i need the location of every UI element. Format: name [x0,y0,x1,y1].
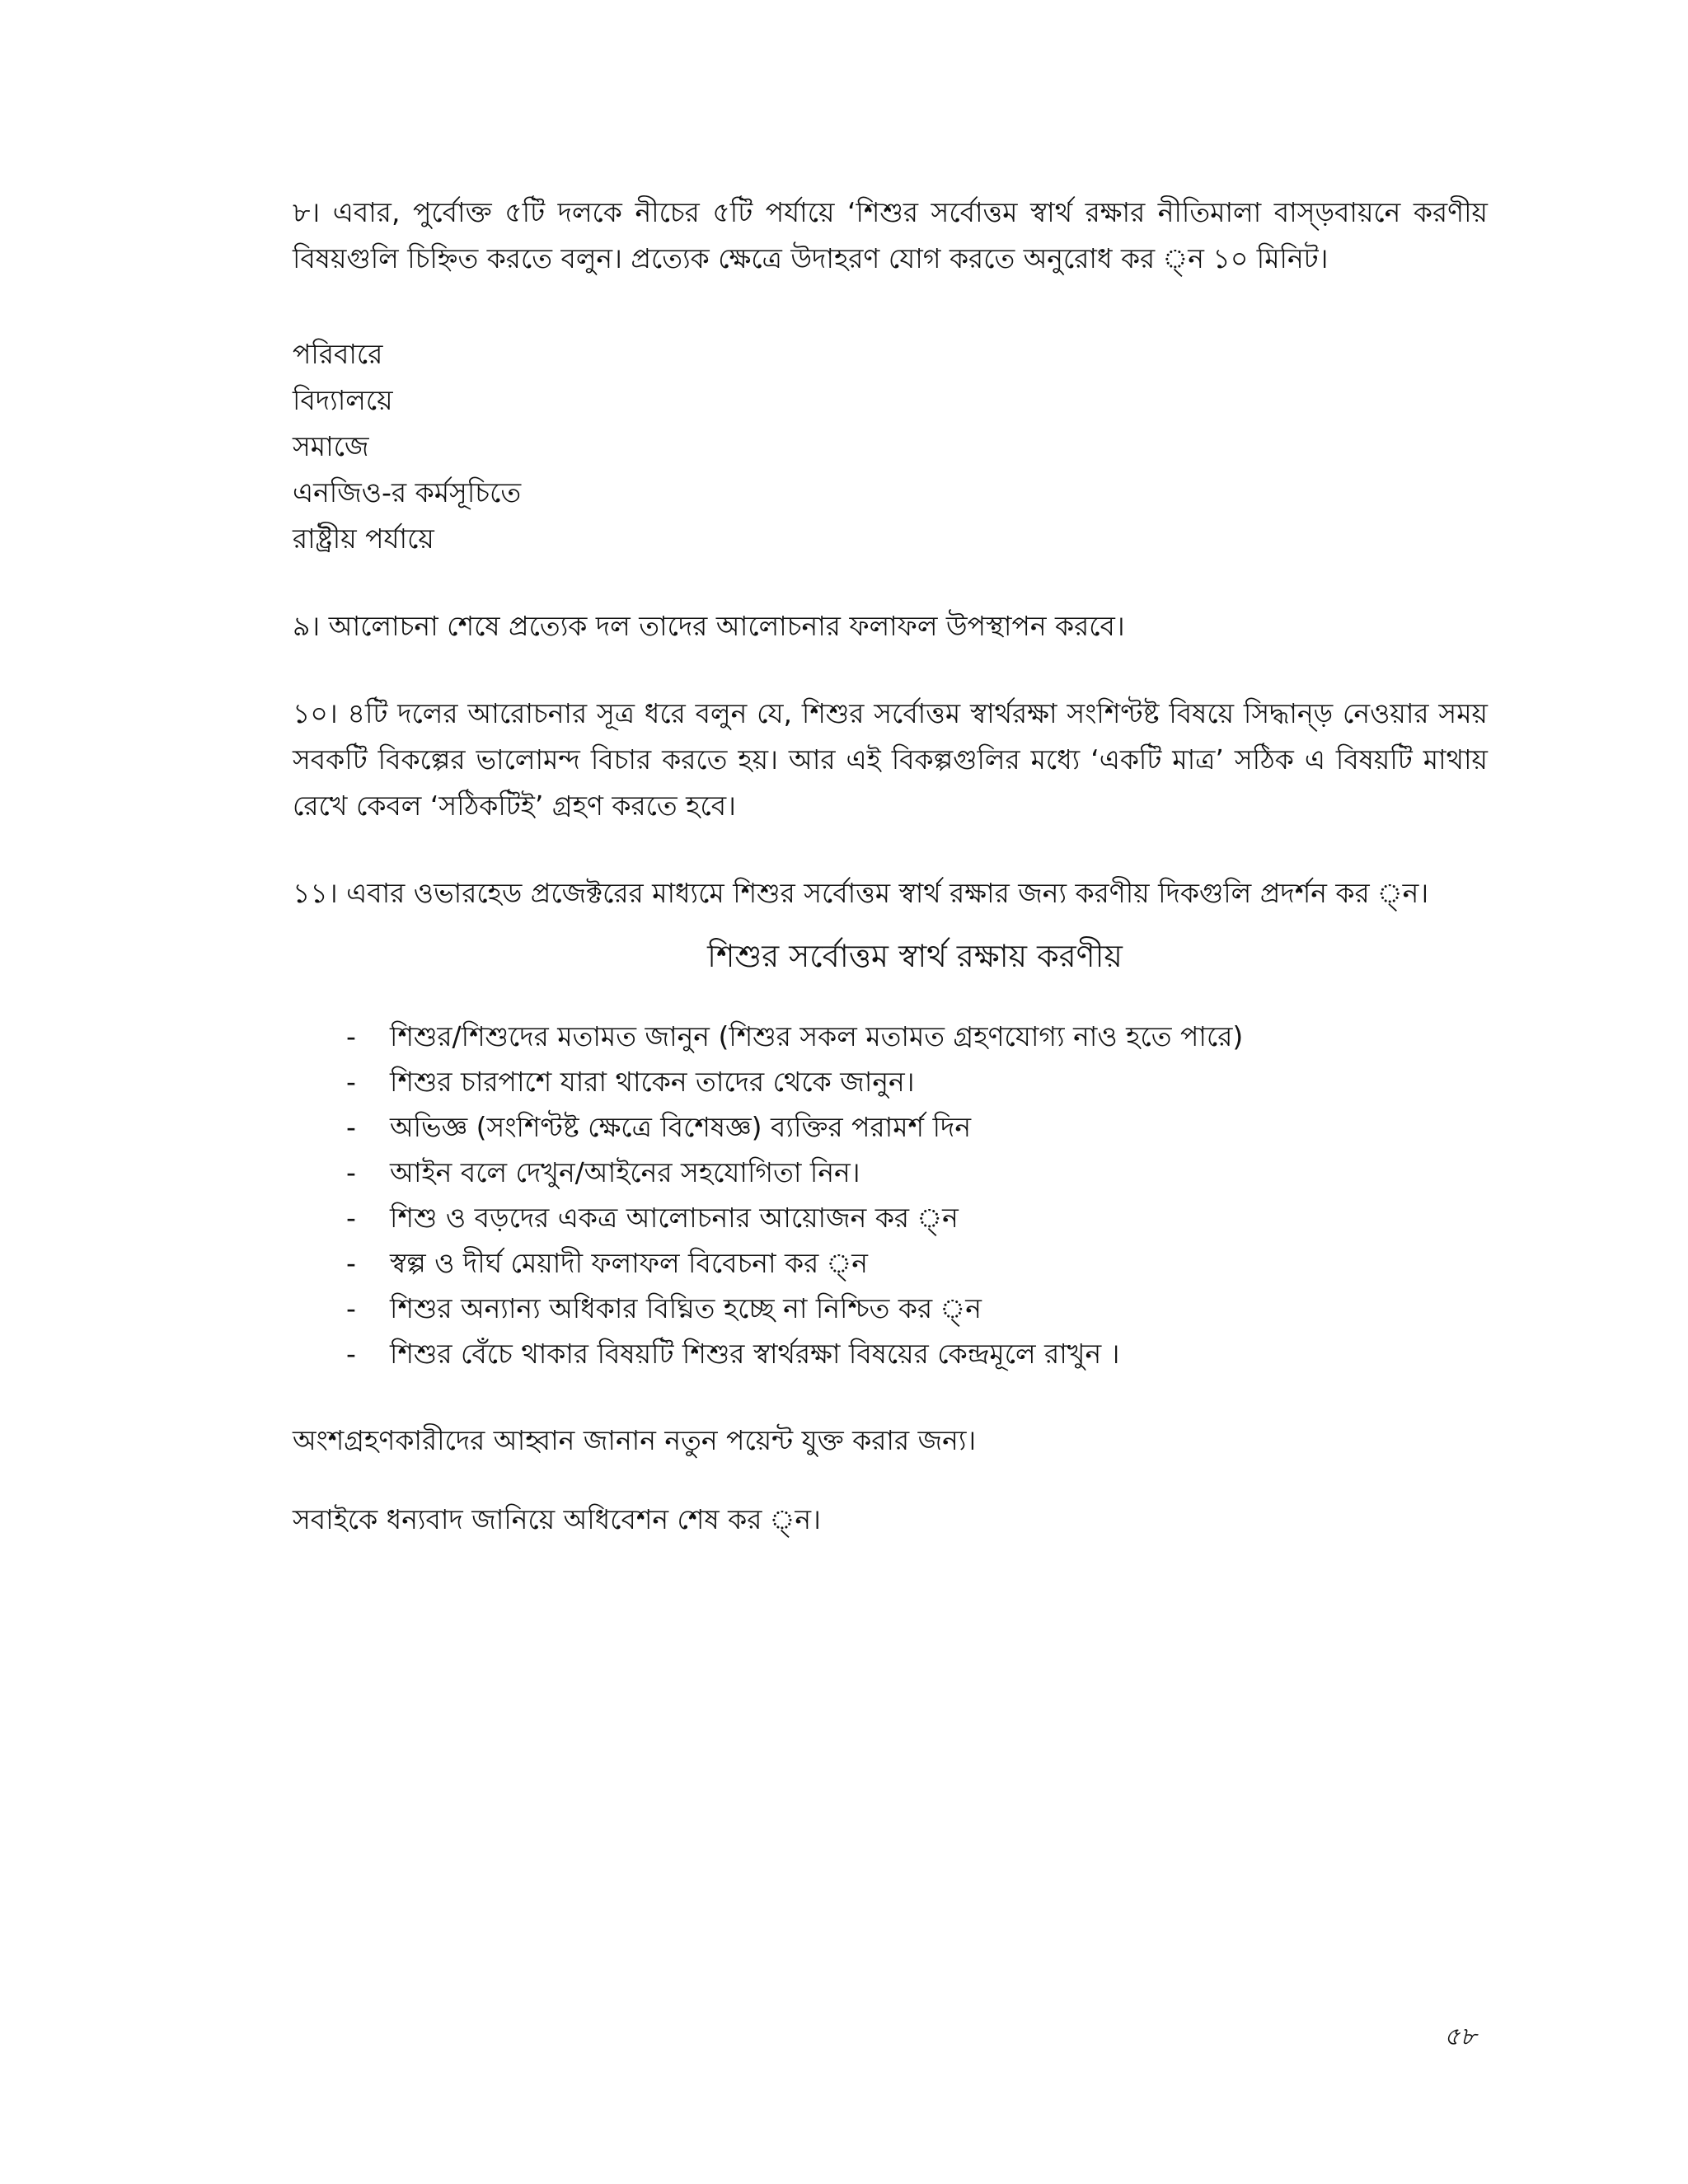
list-item [293,1240,1488,1286]
bullet-dash: - [346,1202,356,1234]
level-item: পরিবারে [293,338,383,370]
bullet-dash: - [346,1247,356,1279]
bullet-dash: - [346,1292,356,1324]
list-item-text: শিশু ও বড়দের একত্র আলোচনার আয়োজন কর ্ন [390,1202,959,1234]
bullet-dash: - [346,1338,356,1370]
list-item [293,1014,1488,1059]
invite-paragraph: অংশগ্রহণকারীদের আহ্বান জানান নতুন পয়েন্ট যুক্ত করার জন্য। [293,1424,977,1456]
list-item-text: শিশুর চারপাশে যারা থাকেন তাদের থেকে জানুন। [390,1066,915,1098]
page-number: ৫৮ [1444,2022,1476,2051]
paragraph-9: ৯। আলোচনা শেষে প্রত্যেক দল তাদের আলোচনার ফলাফল উপস্থাপন করবে। [293,610,1125,642]
paragraph-8: ৮। এবার, পুর্বোক্ত ৫টি দলকে নীচের ৫টি পর্যায়ে ‘শিশুর সর্বোত্তম স্বার্থ রক্ষার নীতিমালা বাস্ড়বায়নে করণীয় বিষয়গুলি চিহ্নিত করতে বলুন। প্রত্যেক ক্ষেত্রে উদাহরণ যোগ করতে অনুরোধ কর ্ন ১০ মিনিট। [293,196,1488,274]
document-page [293,190,1488,2085]
list-item-text: আইন বলে দেখুন/আইনের সহযোগিতা নিন। [390,1156,860,1188]
level-item: সমাজে [293,430,369,462]
actions-list [293,1014,1488,1376]
level-item: এনজিও-র কর্মসূচিতে [293,476,522,509]
closing-paragraph: সবাইকে ধন্যবাদ জানিয়ে অধিবেশন শেষ কর ্ন। [293,1503,821,1535]
list-item-text: শিশুর/শিশুদের মতামত জানুন (শিশুর সকল মতামত গ্রহণযোগ্য নাও হতে পারে) [390,1020,1244,1052]
bullet-dash: - [346,1111,356,1143]
list-item-text: শিশুর বেঁচে থাকার বিষয়টি শিশুর স্বার্থরক্ষা বিষয়ের কেন্দ্রমূলে রাখুন । [390,1338,1120,1370]
bullet-dash: - [346,1020,356,1052]
list-item [293,1059,1488,1104]
level-item: বিদ্যালয়ে [293,384,393,416]
list-item [293,1331,1488,1376]
list-item [293,1104,1488,1150]
list-item-text: অভিজ্ঞ (সংশিণ্টষ্ট ক্ষেত্রে বিশেষজ্ঞ) ব্যক্তির পরামর্শ দিন [390,1111,972,1143]
levels-list [293,331,1488,562]
list-item [293,1150,1488,1195]
list-item-text: স্বল্প ও দীর্ঘ মেয়াদী ফলাফল বিবেচনা কর ্ন [390,1247,868,1279]
list-item [293,1195,1488,1240]
section-heading: শিশুর সর্বোত্তম স্বার্থ রক্ষায় করণীয় [707,938,1123,974]
bullet-dash: - [346,1066,356,1098]
level-item: রাষ্ট্রীয় পর্যায়ে [293,523,434,555]
list-item-text: শিশুর অন্যান্য অধিকার বিঘ্নিত হচ্ছে না নিশ্চিত কর ্ন [390,1292,982,1324]
paragraph-10: ১০। ৪টি দলের আরোচনার সূত্র ধরে বলুন যে, শিশুর সর্বোত্তম স্বার্থরক্ষা সংশিণ্টষ্ট বিষয়ে সিদ্ধান্ড় নেওয়ার সময় সবকটি বিকল্পের ভালোমন্দ বিচার করতে হয়। আর এই বিকল্পগুলির মধ্যে ‘একটি মাত্র’ সঠিক এ বিষয়টি মাথায় রেখে কেবল ‘সঠিকটিই’ গ্রহণ করতে হবে। [293,697,1488,822]
paragraph-11: ১১। এবার ওভারহেড প্রজেক্টরের মাধ্যমে শিশুর সর্বোত্তম স্বার্থ রক্ষার জন্য করণীয় দিকগুলি প্রদর্শন কর ্ন। [293,877,1429,909]
list-item [293,1286,1488,1331]
bullet-dash: - [346,1156,356,1188]
